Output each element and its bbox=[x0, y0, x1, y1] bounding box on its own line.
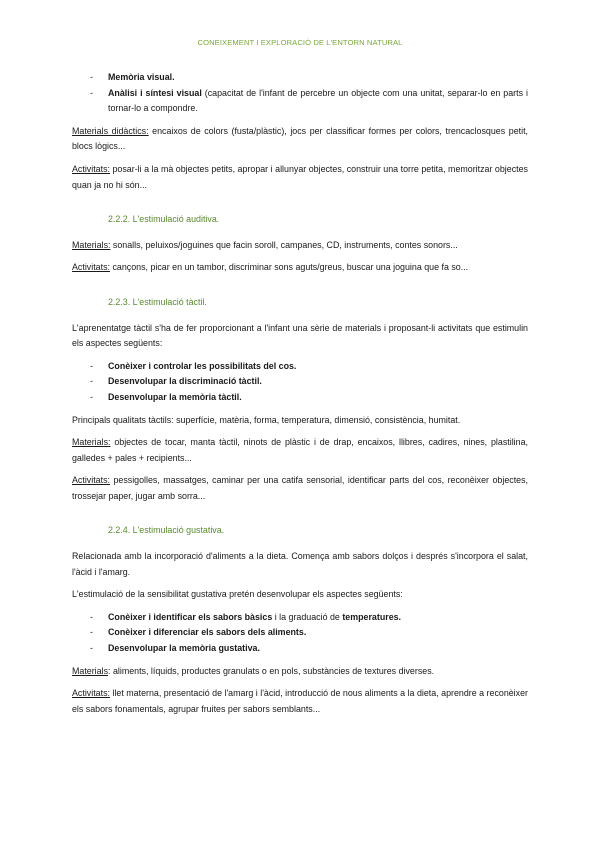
list-dash: - bbox=[90, 627, 93, 638]
list-item-bold: Desenvolupar la memòria gustativa. bbox=[108, 643, 260, 654]
tactil-materials bbox=[72, 435, 528, 466]
list-item-bold: temperatures. bbox=[342, 611, 402, 622]
list-item bbox=[72, 610, 528, 626]
list-item bbox=[72, 625, 528, 641]
list-dash: - bbox=[90, 360, 93, 371]
list-item-bold: Anàlisi i síntesi visual bbox=[108, 87, 202, 98]
visual-bullet-list bbox=[72, 70, 528, 117]
list-item bbox=[72, 70, 528, 86]
list-item-bold: Desenvolupar la memòria tàctil. bbox=[108, 391, 242, 402]
list-item-bold: Conèixer i identificar els sabors bàsics bbox=[108, 611, 273, 622]
tactil-activitats bbox=[72, 473, 528, 504]
materials-text: sonalls, peluixos/joguines que facin soroll, campanes, CD, instruments, contes sonors... bbox=[110, 239, 458, 250]
activitats-text: llet materna, presentació de l'amarg i l'àcid, introducció de nous aliments a la dieta, aprendre a reconèixer els sabors fonamentals, agrupar fruites per sabors semblants... bbox=[72, 688, 528, 714]
list-dash: - bbox=[90, 376, 93, 387]
gustativa-activitats bbox=[72, 686, 528, 717]
gustativa-intro-2: L'estimulació de la sensibilitat gustativa pretén desenvolupar els aspectes següents: bbox=[72, 589, 403, 600]
gustativa-intro: Relacionada amb la incorporació d'aliments a la dieta. Comença amb sabors dolços i després s'incorpora el salat, l'àcid i l'amarg. bbox=[72, 551, 528, 577]
gustativa-bullet-list bbox=[72, 610, 528, 657]
materials-label: Materials bbox=[72, 665, 109, 676]
section-heading-tactil: 2.2.3. L'estimulació tàctil. bbox=[108, 296, 207, 307]
auditiva-activitats bbox=[72, 260, 528, 276]
list-item bbox=[72, 641, 528, 657]
tactil-intro: L'aprenentatge tàctil s'ha de fer proporcionant a l'infant una sèrie de materials i proposant-li activitats que estimulin els aspectes següents: bbox=[72, 322, 528, 349]
activitats-label: Activitats: bbox=[72, 688, 110, 699]
list-dash: - bbox=[90, 391, 93, 402]
materials-label: Materials: bbox=[72, 239, 111, 250]
auditiva-materials bbox=[72, 238, 528, 254]
section-heading-auditiva: 2.2.2. L'estimulació auditiva. bbox=[108, 214, 220, 225]
materials-text: encaixos de colors (fusta/plàstic), jocs per classificar formes per colors, trencaclosques petit, blocs lògics... bbox=[72, 125, 529, 152]
list-item-text: i la graduació de bbox=[272, 611, 343, 622]
materials-label: Materials: bbox=[72, 437, 111, 448]
list-item-bold: Desenvolupar la discriminació tàctil. bbox=[108, 376, 262, 387]
list-item-bold: Memòria visual. bbox=[108, 72, 175, 82]
gustativa-materials bbox=[72, 664, 528, 680]
list-item-bold: Conèixer i controlar les possibilitats del cos. bbox=[108, 360, 297, 371]
visual-activitats bbox=[72, 162, 528, 193]
list-item-text: (capacitat de l'infant de percebre un objecte com una unitat, separar-lo en parts i tornar-lo a compondre. bbox=[108, 87, 528, 114]
list-dash: - bbox=[90, 72, 93, 82]
list-dash: - bbox=[90, 611, 93, 622]
list-item bbox=[72, 374, 528, 390]
list-dash: - bbox=[90, 87, 93, 98]
list-item-bold: Conèixer i diferenciar els sabors dels aliments. bbox=[108, 627, 307, 638]
activitats-label: Activitats: bbox=[72, 475, 110, 486]
list-item bbox=[72, 390, 528, 406]
visual-materials bbox=[72, 124, 528, 155]
materials-text: : aliments, líquids, productes granulats o en pols, substàncies de textures diverses. bbox=[108, 665, 435, 676]
activitats-text: pessigolles, massatges, caminar per una catifa sensorial, identificar parts del cos, reconèixer objectes, trossejar paper, jugar amb sorra... bbox=[72, 475, 528, 501]
activitats-text: cançons, picar en un tambor, discriminar sons aguts/greus, buscar una joguina que fa so... bbox=[109, 262, 469, 273]
section-heading-gustativa: 2.2.4. L'estimulació gustativa. bbox=[108, 525, 225, 536]
list-item bbox=[72, 86, 528, 117]
tactil-bullet-list bbox=[72, 359, 528, 406]
activitats-label: Activitats: bbox=[72, 163, 110, 174]
list-item bbox=[72, 359, 528, 375]
activitats-text: posar-li a la mà objectes petits, apropar i allunyar objectes, construir una torre petita, memoritzar objectes quan ja no hi són... bbox=[72, 163, 528, 190]
list-dash: - bbox=[90, 643, 93, 654]
materials-label: Materials didàctics: bbox=[72, 125, 149, 136]
activitats-label: Activitats: bbox=[72, 262, 110, 273]
tactil-qualitats: Principals qualitats tàctils: superfície, matèria, forma, temperatura, dimensió, consistència, humitat. bbox=[72, 414, 461, 425]
running-header: CONEIXEMENT I EXPLORACIÓ DE L'ENTORN NATURAL bbox=[197, 38, 403, 47]
materials-text: objectes de tocar, manta tàctil, ninots de plàstic i de drap, encaixos, llibres, cadires, nines, plastilina, galledes + pales + recipients... bbox=[72, 437, 528, 463]
document-body bbox=[72, 70, 528, 717]
